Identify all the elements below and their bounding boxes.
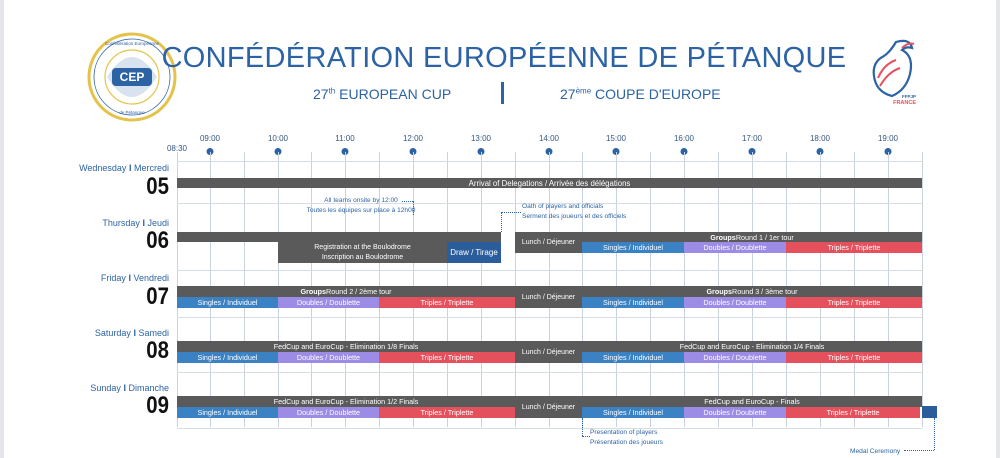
day-label-wednesday: Wednesday I Mercredi [79,163,169,173]
grid-row-line [177,428,922,429]
time-label-start: 08:30 [166,144,188,153]
day-number: 06 [146,227,169,254]
doubles-block: Doubles / Doublette [278,352,379,363]
groups-round-header: Groups Round 2 / 2ème tour [177,286,515,297]
grid-row-line [177,317,922,318]
singles-block: Singles / Individuel [582,352,684,363]
groups-round-header: Groups Round 3 / 3ème tour [582,286,922,297]
doubles-block: Doubles / Doublette [684,407,786,418]
lunch-block: Lunch / Déjeuner [515,286,582,308]
svg-text:de Pétanque: de Pétanque [119,110,145,115]
time-label: 14:00 [538,134,560,143]
triples-block: Triples / Triplette [379,407,515,418]
onsite-note: All teams onsite by 12:00 Toutes les équipes sur place à 12h00 [306,197,416,214]
presentation-note: Presentation of players Présentation des joueurs [590,429,663,446]
time-label: 09:00 [199,134,221,143]
medal-ceremony-block [922,406,937,418]
thursday-bar [177,232,501,242]
connector-line [402,201,413,202]
connector-line [501,212,502,232]
medal-note: Medal Ceremony [850,448,901,455]
triples-block: Triples / Triplette [786,407,920,418]
time-label: 17:00 [741,134,763,143]
page-title: CONFÉDÉRATION EUROPÉENNE DE PÉTANQUE [161,42,847,74]
time-label: 11:00 [335,134,355,143]
svg-text:CEP: CEP [119,70,145,84]
time-label: 19:00 [877,134,899,143]
draw-block: Draw / Tirage [447,242,501,263]
subtitle-french: 27ème COUPE D'EUROPE [560,86,721,102]
lunch-block: Lunch / Déjeuner [515,341,582,363]
triples-block: Triples / Triplette [786,242,922,253]
grid-row-line [177,161,922,162]
doubles-block: Doubles / Doublette [278,297,379,308]
doubles-block: Doubles / Doublette [278,407,379,418]
svg-text:FFPJP: FFPJP [901,94,916,99]
connector-line [934,418,935,450]
connector-line [904,450,934,451]
connector-line [582,436,590,437]
time-label: 15:00 [605,134,627,143]
doubles-block: Doubles / Doublette [684,297,786,308]
subtitle-divider [501,82,504,104]
day-number: 09 [146,392,169,419]
grid-line [922,152,923,427]
triples-block: Triples / Triplette [786,297,922,308]
elimination-header: FedCup and EuroCup - Elimination 1/2 Finals [177,396,515,407]
triples-block: Triples / Triplette [379,352,515,363]
time-label: 16:00 [673,134,695,143]
time-label: 13:00 [470,134,492,143]
lunch-block: Lunch / Déjeuner [515,232,582,253]
day-label-friday: Friday I Vendredi [100,273,169,283]
singles-block: Singles / Individuel [582,407,684,418]
svg-text:FRANCE: FRANCE [893,100,916,106]
singles-block: Singles / Individuel [177,407,278,418]
grid-row-line [177,372,922,373]
day-number: 05 [146,173,169,200]
triples-block: Triples / Triplette [786,352,922,363]
singles-block: Singles / Individuel [177,352,278,363]
time-label: 12:00 [402,134,424,143]
doubles-block: Doubles / Doublette [684,242,786,253]
elimination-header: FedCup and EuroCup - Elimination 1/8 Finals [177,341,515,352]
day-number: 08 [146,337,169,364]
connector-line [413,201,414,215]
elimination-header: FedCup and EuroCup - Elimination 1/4 Finals [582,341,922,352]
day-label-sunday: Sunday I Dimanche [90,383,169,393]
lunch-block: Lunch / Déjeuner [515,396,582,418]
arrival-bar: Arrival of Delegations / Arrivée des délégations [177,178,922,188]
finals-header: FedCup and EuroCup - Finals [582,396,922,407]
singles-block: Singles / Individuel [582,242,684,253]
doubles-block: Doubles / Doublette [684,352,786,363]
groups-round-header: Groups Round 1 / 1er tour [582,232,922,242]
connector-line [501,212,521,213]
oath-note: Oath of players and officials Serment des joueurs et des officiels [522,203,627,220]
triples-block: Triples / Triplette [379,297,515,308]
day-number: 07 [146,283,169,310]
grid-row-line [177,270,922,271]
singles-block: Singles / Individuel [177,297,278,308]
singles-block: Singles / Individuel [582,297,684,308]
time-label: 18:00 [809,134,831,143]
day-label-saturday: Saturday I Samedi [94,328,169,338]
time-label: 10:00 [267,134,289,143]
connector-line [582,418,583,436]
svg-text:Confédération Européenne: Confédération Européenne [104,41,160,46]
registration-block: Registration at the Boulodrome Inscription au Boulodrome [278,242,447,263]
day-label-thursday: Thursday I Jeudi [102,218,169,228]
subtitle-english: 27th EUROPEAN CUP [313,86,452,102]
